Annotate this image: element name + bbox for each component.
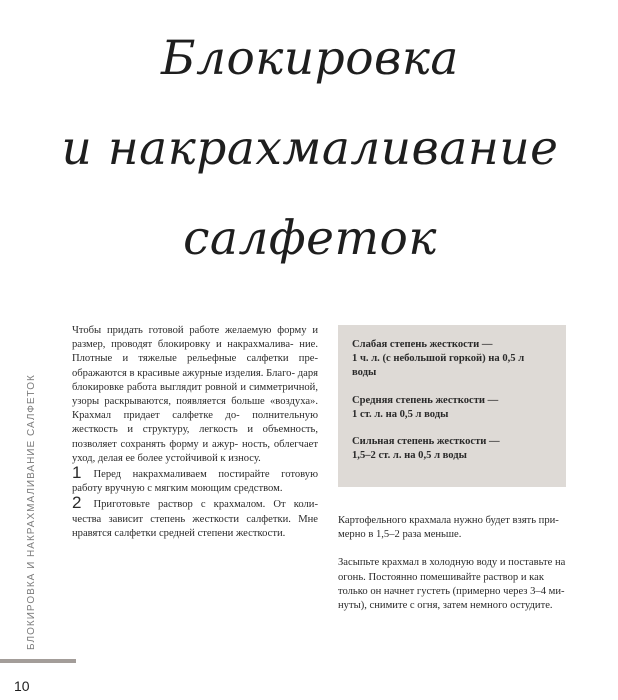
- step-1: [72, 463, 318, 496]
- text-line: больше «воздуха». Крахмал придает салфетке до-: [72, 396, 318, 422]
- cooking-instructions: [338, 556, 566, 613]
- text-line: ность, облегчает уход, делая ее более устойчивой: [72, 438, 319, 464]
- text-line: 1 ст. л. на 0,5 л воды: [352, 408, 449, 420]
- step-number: 1: [72, 463, 82, 483]
- title-line: Блокировка: [161, 31, 459, 86]
- text-line: Сильная степень жесткости —: [352, 436, 500, 448]
- text-line: полнительную жесткость и структуру, легкость: [72, 410, 318, 436]
- text-line: мерно в 1,5–2 раза меньше.: [338, 529, 462, 541]
- text-line: Слабая степень жесткости —: [352, 339, 493, 350]
- intro-paragraph: [72, 324, 318, 466]
- text-line: нуты), снимите с огня, затем немного остудите.: [338, 600, 553, 612]
- text-line: воды: [352, 367, 377, 379]
- stiffness-light: [352, 338, 554, 381]
- text-line: ображаются в красивые ажурные изделия. Благо-: [72, 367, 295, 379]
- potato-starch-note: [338, 514, 566, 542]
- left-column: [72, 324, 318, 541]
- page-title: [60, 14, 560, 284]
- text-line: Чтобы придать готовой работе желаемую форму: [72, 325, 307, 336]
- text-line: 1 ч. л. (с небольшой горкой) на 0,5 л: [352, 353, 525, 365]
- text-line: Картофельного крахмала нужно будет взять при-: [338, 515, 559, 526]
- accent-bar: [0, 659, 76, 663]
- text-line: ние. Плотные и тяжелые рельефные салфетки пре-: [72, 339, 318, 365]
- text-line: Средняя степень жесткости —: [352, 394, 499, 406]
- text-line: жесткости.: [236, 527, 286, 539]
- text-line: Мне нравятся салфетки средней степени: [72, 513, 318, 539]
- step-number: 2: [72, 493, 82, 513]
- text-line: 1,5–2 ст. л. на 0,5 л воды: [352, 450, 467, 462]
- stiffness-strong: [352, 435, 554, 463]
- text-line: только он начнет густеть (примерно через 3–4 ми-: [338, 585, 565, 597]
- text-line: Перед накрахмаливаем постирайте готовую: [93, 469, 318, 481]
- title-line: салфеток: [183, 211, 437, 266]
- right-column: [338, 514, 566, 627]
- text-line: даря блокировке работа выглядит ровной: [72, 367, 318, 393]
- stiffness-medium: [352, 394, 554, 422]
- text-line: и симметричной, узоры раскрываются, появляется: [72, 381, 318, 408]
- running-head: БЛОКИРОВКА И НАКРАХМАЛИВАНИЕ САЛФЕТОК: [26, 374, 37, 650]
- text-line: работу вручную с мягким моющим средством.: [72, 483, 283, 495]
- text-line: и объемность, позволяет сохранять форму и ажур-: [72, 424, 319, 450]
- text-line: чества зависит степень жесткости салфетки.: [72, 513, 291, 525]
- step-2: [72, 493, 318, 541]
- page-number: 10: [14, 678, 30, 694]
- text-line: Засыпьте крахмал в холодную воду и поставьте на: [338, 557, 566, 569]
- text-line: огонь. Постоянно помешивайте раствор и как: [338, 571, 544, 583]
- text-line: к износу.: [220, 452, 261, 464]
- text-line: Приготовьте раствор с крахмалом. От коли-: [93, 499, 318, 511]
- stiffness-box: [338, 325, 566, 487]
- text-line: и размер, проводят блокировку и накрахмалива-: [72, 325, 318, 351]
- title-line: и накрахмаливание: [61, 121, 559, 176]
